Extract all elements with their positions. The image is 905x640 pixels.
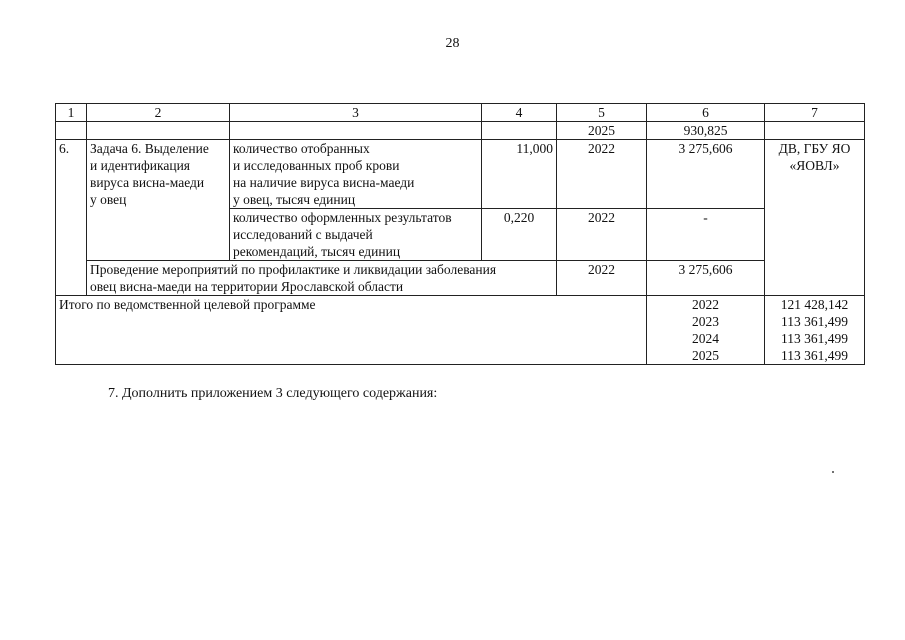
year-cell: 2022	[557, 140, 647, 209]
task-number: 6.	[56, 140, 87, 296]
scan-speck	[832, 471, 834, 473]
paragraph-text: 7. Дополнить приложением 3 следующего содержания:	[108, 386, 438, 401]
page-number: 28	[445, 36, 460, 51]
header-cell: 1	[56, 104, 87, 122]
header-cell: 2	[87, 104, 230, 122]
year-cell: 2025	[557, 122, 647, 140]
measure-text: Проведение мероприятий по профилактике и ликвидации заболевания овец висна-маеди на территории Ярославской области	[87, 261, 557, 296]
indicator-text: количество оформленных результатов исследований с выдачей рекомендаций, тысяч единиц	[230, 209, 482, 261]
header-cell: 5	[557, 104, 647, 122]
indicator-value: 11,000	[482, 140, 557, 209]
total-label: Итого по ведомственной целевой программе	[56, 296, 647, 365]
program-table	[55, 103, 865, 365]
header-row	[56, 104, 865, 122]
year-cell: 2022	[557, 209, 647, 261]
year-cell: 2022	[557, 261, 647, 296]
measure-row	[56, 261, 865, 296]
amount-cell: -	[647, 209, 765, 261]
total-amounts: 121 428,142 113 361,499 113 361,499 113 361,499	[765, 296, 865, 365]
header-cell: 4	[482, 104, 557, 122]
amount-cell: 930,825	[647, 122, 765, 140]
total-row	[56, 296, 865, 365]
amount-cell: 3 275,606	[647, 140, 765, 209]
header-cell: 3	[230, 104, 482, 122]
continuation-row	[56, 122, 865, 140]
amount-cell: 3 275,606	[647, 261, 765, 296]
task-name: Задача 6. Выделение и идентификация вируса висна-маеди у овец	[87, 140, 230, 261]
task6-row	[56, 140, 865, 209]
executor-cell: ДВ, ГБУ ЯО «ЯОВЛ»	[765, 140, 865, 296]
total-years: 2022 2023 2024 2025	[647, 296, 765, 365]
indicator-text: количество отобранных и исследованных проб крови на наличие вируса висна-маеди у овец, тысяч единиц	[230, 140, 482, 209]
header-cell: 6	[647, 104, 765, 122]
header-cell: 7	[765, 104, 865, 122]
indicator-value: 0,220	[482, 209, 557, 261]
